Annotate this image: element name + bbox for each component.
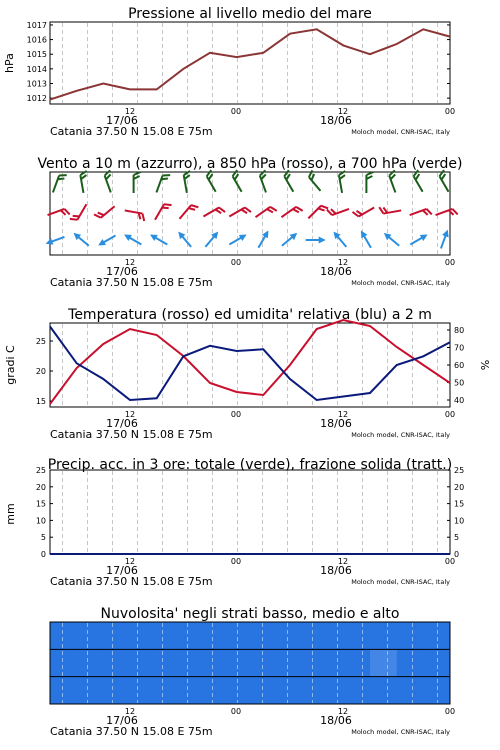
barb-shaft (207, 176, 216, 192)
y-axis-label: gradi C (4, 345, 17, 385)
plot-frame (50, 470, 450, 554)
cloud-cell (370, 677, 397, 705)
wind-barb (256, 205, 277, 223)
cloud-cell (157, 677, 184, 705)
barb-shaft (414, 176, 423, 192)
wind-barb (358, 229, 374, 250)
y-tick-label-right: 40 (454, 396, 465, 405)
x-tick-label: 12 (337, 707, 349, 716)
station-label: Catania 37.50 N 15.08 E 75m (50, 276, 213, 289)
y-tick-label: 1014 (26, 64, 47, 74)
credit-label: Moloch model, CNR-ISAC, Italy (351, 578, 450, 586)
wind-barb (307, 170, 326, 191)
wind-barb (259, 170, 273, 192)
x-tick-label: 00 (444, 707, 456, 716)
barb-head (96, 239, 106, 249)
wind-barb (280, 230, 300, 248)
cloud-cell (263, 622, 290, 650)
wind-barb (205, 170, 222, 192)
wind-barb (231, 170, 248, 192)
cloud-cell (423, 622, 450, 650)
wind-barb (183, 171, 194, 193)
barb-head (44, 238, 53, 247)
x-tick-label: 00 (230, 107, 242, 116)
wind-barb (96, 232, 117, 248)
chart-title: Precip. acc. in 3 ore: totale (verde), frazione solida (tratt.) (47, 457, 453, 473)
y-tick-label: 5 (40, 533, 46, 543)
y-tick-label-right: 5 (454, 533, 460, 543)
barb-shaft (359, 208, 375, 217)
x-tick-label: 12 (124, 258, 136, 267)
credit-label: Moloch model, CNR-ISAC, Italy (351, 431, 450, 439)
wind-barb (156, 173, 170, 195)
cloud-cell (397, 622, 424, 650)
wind-barb (94, 201, 115, 220)
cloud-cell (103, 622, 130, 650)
wind-barb (379, 204, 401, 215)
y-tick-label-right: 20 (454, 482, 465, 492)
y-tick-label-right: 10 (454, 516, 465, 526)
humidity-line (50, 327, 450, 401)
station-label: Catania 37.50 N 15.08 E 75m (50, 125, 213, 138)
barb-shaft (203, 208, 219, 217)
x-tick-label: 00 (444, 258, 456, 267)
x-tick-label: 00 (444, 410, 456, 419)
panel-1 (3, 6, 455, 138)
station-label: Catania 37.50 N 15.08 E 75m (50, 725, 213, 738)
wind-barb (176, 229, 194, 249)
barb-head (148, 231, 158, 241)
date-label: 18/06 (320, 564, 352, 577)
barb-shaft (309, 177, 321, 191)
date-label: 18/06 (320, 114, 352, 127)
y-tick-label: 25 (35, 466, 46, 475)
wind-barb (283, 170, 300, 192)
y-tick-label-right: 50 (454, 378, 465, 388)
date-label: 17/06 (106, 564, 138, 577)
wind-barb (155, 202, 172, 224)
cloud-cell (370, 622, 397, 650)
y-tick-label: 1012 (26, 94, 47, 104)
wind-barb (281, 205, 302, 223)
barb-flag (379, 207, 383, 214)
barb-flag (163, 173, 171, 178)
chart-title: Nuvolosita' negli strati basso, medio e alto (100, 606, 400, 622)
y-tick-label: 15 (35, 499, 46, 509)
x-tick-label: 12 (124, 107, 136, 116)
barb-shaft (281, 207, 296, 217)
station-label: Catania 37.50 N 15.08 E 75m (50, 575, 213, 588)
barb-shaft (77, 204, 86, 220)
barb-head (319, 237, 326, 244)
y-tick-label: 15 (35, 397, 46, 406)
barb-shaft (125, 210, 143, 213)
cloud-cell (130, 622, 157, 650)
cloud-cell (237, 677, 264, 705)
wind-barb (104, 170, 118, 192)
y-tick-label-right: 80 (454, 326, 465, 335)
y-tick-label: 20 (35, 367, 46, 376)
cloud-cell (77, 622, 104, 650)
barb-head (420, 231, 430, 241)
wind-barb (308, 204, 328, 224)
x-tick-label: 12 (337, 107, 349, 116)
wind-barb (71, 230, 91, 248)
cloud-cell (263, 677, 290, 705)
date-label: 17/06 (106, 265, 138, 278)
barb-shaft (284, 176, 293, 192)
wind-barb (70, 201, 87, 223)
cloud-cell (50, 677, 77, 705)
wind-barb (353, 201, 375, 218)
y-tick-label: 1015 (26, 50, 47, 60)
x-tick-label: 12 (124, 410, 136, 419)
date-label: 18/06 (320, 417, 352, 430)
wind-barb (228, 231, 249, 247)
cloud-cell (317, 649, 344, 677)
wind-barb (203, 229, 221, 249)
y-tick-label: 0 (40, 550, 46, 559)
wind-barb (412, 170, 429, 192)
cloud-cell (103, 677, 130, 705)
cloud-cell (237, 649, 264, 677)
chart-title: Pressione al livello medio del mare (128, 6, 372, 22)
cloud-cell (290, 677, 317, 705)
cloud-cell (210, 677, 237, 705)
y-tick-label: 1016 (26, 35, 47, 45)
barb-shaft (156, 176, 162, 193)
station-label: Catania 37.50 N 15.08 E 75m (50, 428, 213, 441)
x-tick-label: 00 (230, 410, 242, 419)
date-label: 17/06 (106, 114, 138, 127)
panel-2 (37, 156, 462, 289)
cloud-cell (423, 677, 450, 705)
panel-4 (4, 457, 464, 588)
x-tick-label: 00 (230, 557, 242, 566)
wind-barb (438, 228, 451, 249)
x-tick-label: 12 (124, 557, 136, 566)
cloud-cell (397, 649, 424, 677)
cloud-cell (343, 649, 370, 677)
barb-head (122, 231, 132, 241)
cloud-cell (317, 677, 344, 705)
x-tick-label: 12 (337, 258, 349, 267)
cloud-cell (50, 649, 77, 677)
wind-barb (306, 237, 326, 244)
y-tick-label-right: 15 (454, 499, 465, 509)
barb-shaft (180, 205, 192, 219)
cloud-cell (157, 622, 184, 650)
date-label: 17/06 (106, 417, 138, 430)
cloud-cell (130, 677, 157, 705)
cloud-cell (103, 649, 130, 677)
x-tick-label: 00 (230, 707, 242, 716)
y-axis-label-right: % (479, 359, 492, 371)
cloud-cell (157, 649, 184, 677)
barb-head (262, 229, 272, 239)
cloud-cell (210, 649, 237, 677)
plot-frame (50, 22, 450, 104)
cloud-cell (370, 649, 397, 677)
wind-barb (410, 208, 432, 222)
wind-barb (229, 206, 251, 223)
barb-flag (141, 214, 145, 221)
temperature-line (50, 320, 450, 404)
wind-barb (388, 170, 402, 192)
date-label: 17/06 (106, 714, 138, 727)
cloud-cell (397, 677, 424, 705)
barb-shaft (440, 176, 449, 192)
cloud-cell (50, 622, 77, 650)
wind-barb (53, 173, 67, 195)
wind-barb (48, 208, 70, 222)
y-tick-label-right: 0 (454, 550, 460, 559)
y-tick-label-right: 70 (454, 343, 465, 353)
wind-barb (438, 170, 455, 192)
y-tick-label: 20 (35, 482, 46, 492)
cloud-cell (343, 677, 370, 705)
date-label: 18/06 (320, 265, 352, 278)
wind-barb (331, 229, 349, 249)
y-tick-label: 10 (35, 516, 46, 526)
y-tick-label: 1017 (26, 20, 47, 30)
wind-barb (148, 231, 169, 247)
wind-barb (436, 208, 458, 222)
barb-flag (70, 216, 78, 222)
wind-barb (366, 172, 373, 193)
pressure-line (50, 29, 450, 99)
x-tick-label: 12 (337, 557, 349, 566)
x-tick-label: 12 (337, 410, 349, 419)
y-axis-label: mm (4, 503, 17, 525)
barb-flag (164, 202, 172, 208)
y-axis-label: hPa (3, 53, 16, 73)
wind-barb (338, 171, 349, 193)
y-tick-label-right: 60 (454, 361, 465, 370)
wind-barb (122, 231, 143, 247)
y-tick-label: 1013 (26, 79, 47, 89)
cloud-cell (263, 649, 290, 677)
wind-barb (80, 171, 91, 193)
cloud-cell (343, 622, 370, 650)
x-tick-label: 00 (230, 258, 242, 267)
cloud-cell (77, 649, 104, 677)
credit-label: Moloch model, CNR-ISAC, Italy (351, 279, 450, 287)
cloud-cell (77, 677, 104, 705)
wind-barb (409, 231, 430, 247)
cloud-cell (423, 649, 450, 677)
cloud-cell (237, 622, 264, 650)
cloud-cell (210, 622, 237, 650)
cloud-cell (130, 649, 157, 677)
chart-title: Vento a 10 m (azzurro), a 850 hPa (rosso), a 700 hPa (verde) (37, 156, 463, 172)
date-label: 18/06 (320, 714, 352, 727)
credit-label: Moloch model, CNR-ISAC, Italy (351, 128, 450, 136)
wind-barb (382, 230, 402, 248)
wind-barb (203, 206, 225, 223)
y-tick-label: 25 (35, 337, 46, 346)
wind-barb (124, 210, 146, 221)
panel-3 (4, 307, 492, 441)
chart-title: Temperatura (rosso) ed umidita' relativa (blu) a 2 m (68, 307, 432, 323)
x-tick-label: 00 (444, 557, 456, 566)
wind-barb (180, 203, 199, 224)
credit-label: Moloch model, CNR-ISAC, Italy (351, 728, 450, 736)
barb-shaft (53, 176, 59, 193)
barb-head (239, 231, 249, 241)
cloud-cell (290, 622, 317, 650)
x-tick-label: 12 (124, 707, 136, 716)
barb-shaft (308, 206, 321, 219)
cloud-cell (290, 649, 317, 677)
y-tick-label-right: 25 (454, 466, 465, 475)
plot-frame (50, 172, 450, 255)
panel-5 (50, 606, 455, 738)
cloud-cell (317, 622, 344, 650)
x-tick-label: 00 (444, 107, 456, 116)
wind-barb (255, 229, 271, 250)
